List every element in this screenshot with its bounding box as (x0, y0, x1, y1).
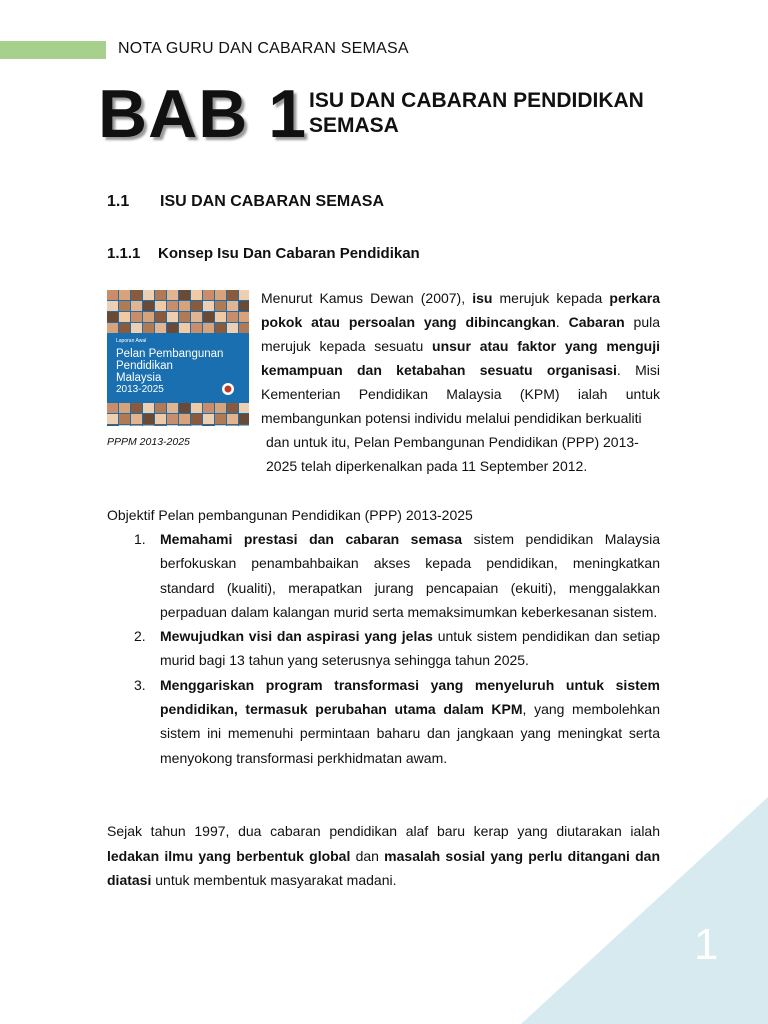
closing-bold-2: masalah sosial yang perlu ditangani dan diatasi (107, 847, 660, 888)
intro-bold-unsur: unsur atau faktor yang menguji kemampuan dan ketabahan sesuatu organisasi (261, 338, 660, 378)
cover-line2: Pendidikan (116, 360, 173, 372)
closing-text-2: dan (350, 847, 385, 864)
list-item-bold: Memahami prestasi dan cabaran semasa (160, 531, 463, 547)
list-item-number: 3. (134, 676, 146, 693)
list-item-number: 1. (134, 531, 146, 547)
closing-text-3: untuk membentuk masyarakat madani. (151, 872, 397, 888)
closing-bold-1: ledakan ilmu yang berbentuk global (107, 847, 351, 864)
intro-text-3: . (555, 314, 569, 330)
section-number: 1.1 (107, 193, 130, 210)
subsection-number: 1.1.1 (107, 245, 141, 262)
list-item-bold: Mewujudkan visi dan aspirasi yang jelas (160, 628, 433, 645)
intro-text-2: merujuk kepada (492, 290, 610, 306)
intro-text-1: Menurut Kamus Dewan (2007), (261, 290, 473, 306)
chapter-title-line2: SEMASA (309, 114, 399, 137)
objectives-title: Objektif Pelan pembangunan Pendidikan (PPP) 2013-2025 (107, 507, 473, 523)
section-title: ISU DAN CABARAN SEMASA (160, 193, 385, 210)
list-item-bold: Menggariskan program transformasi yang menyeluruh untuk sistem pendidikan, termasuk perubahan utama dalam KPM (160, 676, 660, 718)
intro-text-6: dan untuk itu, Pelan Pembangunan Pendidikan (PPP) 2013-2025 telah diperkenalkan pada 11 September 2012. (266, 434, 639, 474)
cover-small-text: Laporan Awal (116, 338, 147, 344)
intro-bold-isu: isu (472, 290, 493, 306)
page-number: 1 (694, 920, 719, 969)
list-item-text: , yang membolehkan sistem ini memenuhi permintaan baharu dan jangkaan yang meningkat serta menyokong transformasi perkhidmatan awam. (160, 701, 660, 766)
intro-text-5: . Misi Kementerian Pendidikan Malaysia (KPM) ialah untuk membangunkan potensi individu melalui pendidikan berkualiti (261, 362, 660, 426)
list-item-text: sistem pendidikan Malaysia berfokuskan penambahbaikan akses kepada pendidikan, meningkatkan standard (kualiti), merapatkan jurang pencapaian (ekuiti), menggalakkan perpaduan dalam kalangan murid serta memaksimumkan keberkesanan sistem. (160, 531, 660, 620)
closing-text-1: Sejak tahun 1997, dua cabaran pendidikan alaf baru kerap yang diutarakan ialah (107, 823, 660, 839)
figure-caption: PPPM 2013-2025 (107, 436, 190, 448)
subsection-title: Konsep Isu Dan Cabaran Pendidikan (158, 245, 420, 262)
running-header: NOTA GURU DAN CABARAN SEMASA (118, 40, 409, 57)
chapter-label: BAB 1 (98, 76, 308, 152)
cover-line1: Pelan Pembangunan (116, 348, 224, 360)
intro-bold-cabaran: Cabaran (568, 314, 625, 330)
list-item-number: 2. (134, 628, 146, 645)
cover-years: 2013-2025 (116, 384, 164, 395)
intro-text-4: pula merujuk kepada sesuatu (261, 314, 661, 354)
list-item-text: untuk sistem pendidikan dan setiap murid bagi 13 tahun yang seterusnya sehingga tahun 2025. (160, 628, 660, 669)
chapter-title-line1: ISU DAN CABARAN PENDIDIKAN (309, 89, 644, 112)
intro-bold-definition: perkara pokok atau persoalan yang dibincangkan (261, 290, 660, 330)
cover-line3: Malaysia (116, 372, 162, 384)
